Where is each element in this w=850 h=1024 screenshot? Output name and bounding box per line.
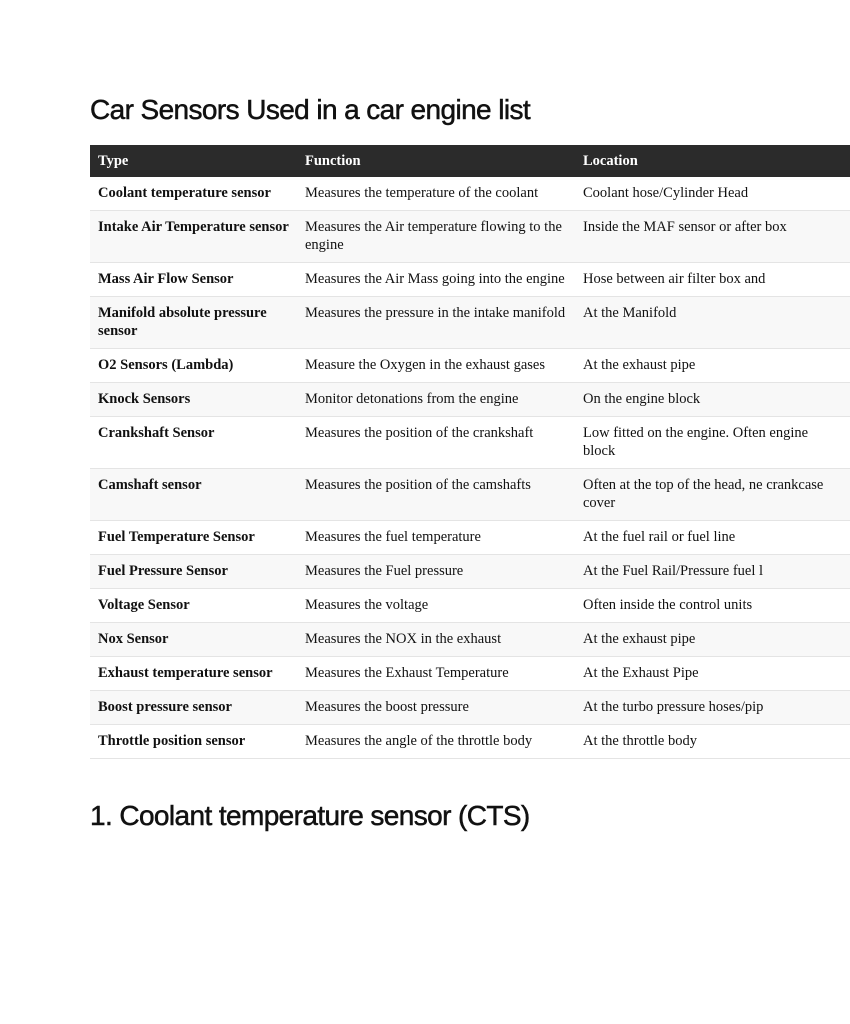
location-cell: At the throttle body xyxy=(575,725,850,759)
table-row xyxy=(90,657,850,691)
type-cell: Voltage Sensor xyxy=(90,589,297,623)
location-cell: At the fuel rail or fuel line xyxy=(575,521,850,555)
type-cell: Intake Air Temperature sensor xyxy=(90,211,297,263)
function-cell: Measures the Air temperature flowing to the engine xyxy=(297,211,575,263)
table-row xyxy=(90,263,850,297)
table-row xyxy=(90,383,850,417)
sensor-table xyxy=(90,145,850,759)
table-row xyxy=(90,521,850,555)
function-cell: Measures the position of the crankshaft xyxy=(297,417,575,469)
table-row xyxy=(90,349,850,383)
location-cell: Often at the top of the head, ne crankcase cover xyxy=(575,469,850,521)
sensor-table-container xyxy=(90,145,824,759)
table-row xyxy=(90,211,850,263)
section-heading: 1. Coolant temperature sensor (CTS) xyxy=(90,800,530,831)
location-cell: At the exhaust pipe xyxy=(575,623,850,657)
type-cell: O2 Sensors (Lambda) xyxy=(90,349,297,383)
table-row xyxy=(90,297,850,349)
type-cell: Boost pressure sensor xyxy=(90,691,297,725)
table-header-row xyxy=(90,145,850,177)
function-cell: Measures the boost pressure xyxy=(297,691,575,725)
type-cell: Crankshaft Sensor xyxy=(90,417,297,469)
type-cell: Exhaust temperature sensor xyxy=(90,657,297,691)
table-body xyxy=(90,177,850,759)
column-header-function: Function xyxy=(305,153,361,169)
function-cell: Measures the pressure in the intake manifold xyxy=(297,297,575,349)
function-cell: Measures the angle of the throttle body xyxy=(297,725,575,759)
table-row xyxy=(90,725,850,759)
function-cell: Measures the NOX in the exhaust xyxy=(297,623,575,657)
table-row xyxy=(90,177,850,211)
location-cell: At the turbo pressure hoses/pip xyxy=(575,691,850,725)
table-row xyxy=(90,623,850,657)
function-cell: Measures the Air Mass going into the engine xyxy=(297,263,575,297)
location-cell: At the Fuel Rail/Pressure fuel l xyxy=(575,555,850,589)
location-cell: At the Manifold xyxy=(575,297,850,349)
type-cell: Nox Sensor xyxy=(90,623,297,657)
table-row xyxy=(90,555,850,589)
table-header xyxy=(90,145,850,177)
function-cell: Monitor detonations from the engine xyxy=(297,383,575,417)
column-header-type: Type xyxy=(98,153,129,169)
table-row xyxy=(90,691,850,725)
location-cell: Low fitted on the engine. Often engine block xyxy=(575,417,850,469)
type-cell: Camshaft sensor xyxy=(90,469,297,521)
type-cell: Throttle position sensor xyxy=(90,725,297,759)
type-cell: Fuel Temperature Sensor xyxy=(90,521,297,555)
function-cell: Measures the fuel temperature xyxy=(297,521,575,555)
function-cell: Measures the temperature of the coolant xyxy=(297,177,575,211)
column-header-location: Location xyxy=(583,153,638,169)
type-cell: Fuel Pressure Sensor xyxy=(90,555,297,589)
type-cell: Coolant temperature sensor xyxy=(90,177,297,211)
type-cell: Knock Sensors xyxy=(90,383,297,417)
type-cell: Mass Air Flow Sensor xyxy=(90,263,297,297)
page-title: Car Sensors Used in a car engine list xyxy=(90,94,531,125)
type-cell: Manifold absolute pressure sensor xyxy=(90,297,297,349)
function-cell: Measures the voltage xyxy=(297,589,575,623)
table-row xyxy=(90,469,850,521)
function-cell: Measure the Oxygen in the exhaust gases xyxy=(297,349,575,383)
location-cell: Inside the MAF sensor or after box xyxy=(575,211,850,263)
table-row xyxy=(90,417,850,469)
table-row xyxy=(90,589,850,623)
function-cell: Measures the Fuel pressure xyxy=(297,555,575,589)
location-cell: At the exhaust pipe xyxy=(575,349,850,383)
location-cell: Coolant hose/Cylinder Head xyxy=(575,177,850,211)
location-cell: Hose between air filter box and xyxy=(575,263,850,297)
function-cell: Measures the Exhaust Temperature xyxy=(297,657,575,691)
function-cell: Measures the position of the camshafts xyxy=(297,469,575,521)
location-cell: At the Exhaust Pipe xyxy=(575,657,850,691)
location-cell: Often inside the control units xyxy=(575,589,850,623)
location-cell: On the engine block xyxy=(575,383,850,417)
